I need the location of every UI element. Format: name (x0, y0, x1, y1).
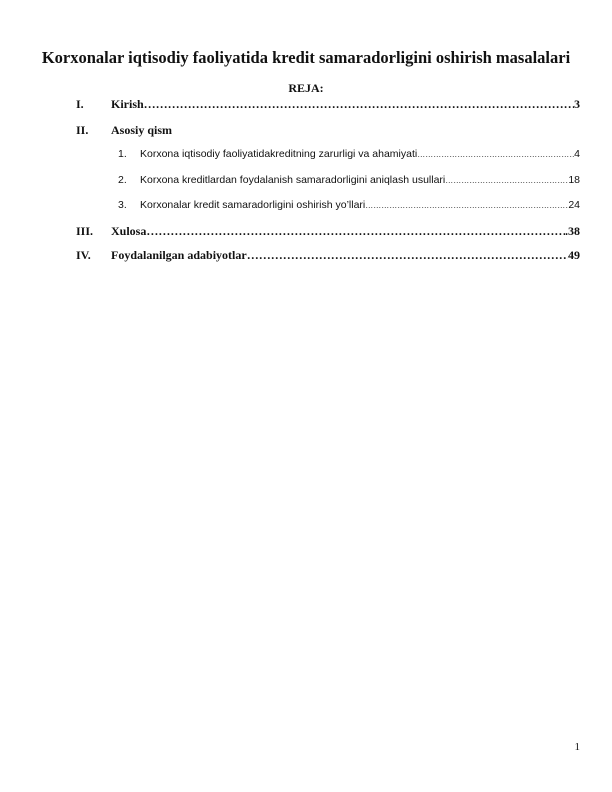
toc-entry-number: I. (76, 97, 84, 111)
toc-subentry-3[interactable] (118, 199, 580, 211)
toc-subentry-label: Korxonalar kredit samaradorligini oshirish yo’llari (140, 199, 366, 211)
toc-leader-dots (144, 97, 574, 112)
toc-subentry-number: 3. (118, 199, 127, 211)
toc-subentry-page: 18 (568, 174, 580, 186)
toc-leader-dots (417, 148, 574, 160)
toc-entry-page: 3 (574, 97, 580, 111)
toc-entry-adabiyotlar[interactable] (76, 248, 580, 263)
plan-heading: REJA: (288, 81, 324, 95)
toc-subentry-1[interactable] (118, 148, 580, 160)
toc-entry-page: 49 (568, 248, 580, 262)
toc-entry-asosiy-qism[interactable] (76, 123, 580, 138)
toc-entry-number: IV. (76, 248, 91, 262)
toc-entry-kirish[interactable] (76, 97, 580, 112)
toc-leader-dots (365, 199, 568, 211)
toc-entry-number: II. (76, 123, 89, 137)
document-title: Korxonalar iqtisodiy faoliyatida kredit samaradorligini oshirish masalalari (41, 48, 571, 67)
page-number: 1 (574, 741, 580, 753)
toc-subentry-number: 2. (118, 174, 127, 186)
toc-entry-label: Xulosa (111, 224, 147, 238)
toc-entry-label: Asosiy qism (111, 123, 173, 137)
toc-entry-label: Foydalanilgan adabiyotlar (111, 248, 247, 262)
toc-leader-dots (247, 248, 568, 263)
toc-subentry-number: 1. (118, 148, 127, 160)
toc-entry-xulosa[interactable] (76, 224, 580, 239)
toc-subentry-label: Korxona iqtisodiy faoliyatidakreditning zarurligi va ahamiyati (140, 148, 418, 160)
toc-subentry-page: 24 (568, 199, 580, 211)
toc-subentry-page: 4 (574, 148, 580, 160)
toc-entry-number: III. (76, 224, 94, 238)
toc-leader-dots (445, 174, 568, 186)
toc-entry-page: .38 (565, 224, 580, 238)
toc-leader-dots (146, 224, 565, 239)
toc-entry-label: Kirish (111, 97, 144, 111)
toc-subentry-2[interactable] (118, 174, 580, 186)
toc-subentry-label: Korxona kreditlardan foydalanish samaradorligini aniqlash usullari (140, 174, 446, 186)
